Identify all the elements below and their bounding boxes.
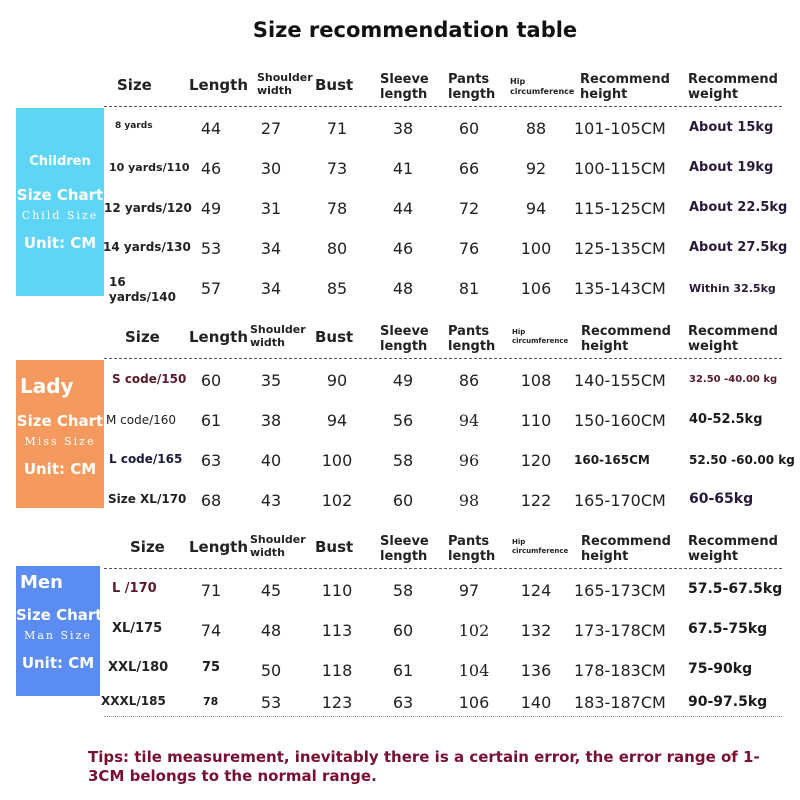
weight-cell: 57.5-67.5kg xyxy=(688,581,783,597)
sleeve-cell: 58 xyxy=(392,451,414,470)
header-recommend-height: Recommend height xyxy=(580,72,670,102)
hip-cell: 110 xyxy=(520,411,552,430)
pants-cell: 98 xyxy=(458,491,480,510)
size-cell: L code/165 xyxy=(109,452,183,466)
size-cell: 16 yards/140 xyxy=(109,275,177,304)
header-pants-length: Pants length xyxy=(448,72,496,102)
size-cell: XXL/180 xyxy=(108,660,169,675)
bust-cell: 85 xyxy=(326,279,348,298)
header-length: Length xyxy=(189,76,248,94)
weight-cell: 67.5-75kg xyxy=(688,621,768,637)
shoulder-cell: 40 xyxy=(260,451,282,470)
shoulder-cell: 48 xyxy=(260,621,282,640)
height-cell: 150-160CM xyxy=(574,411,666,430)
length-cell: 68 xyxy=(200,491,222,510)
size-cell: 8 yards xyxy=(115,121,153,131)
header-length: Length xyxy=(189,328,248,346)
header-recommend-height: Recommend height xyxy=(581,534,671,564)
pants-cell: 72 xyxy=(458,199,480,218)
hip-cell: 132 xyxy=(520,621,552,640)
height-cell: 183-187CM xyxy=(574,693,666,712)
child-size-label: Child Size xyxy=(21,209,99,222)
hip-cell: 120 xyxy=(520,451,552,470)
length-cell: 53 xyxy=(200,239,222,258)
size-cell: 12 yards/120 xyxy=(104,201,192,215)
children-size-chart-label xyxy=(16,108,104,296)
pants-cell: 76 xyxy=(458,239,480,258)
header-hip-circumference: Hip circumference xyxy=(512,538,569,555)
bust-cell: 90 xyxy=(326,371,348,390)
sleeve-cell: 56 xyxy=(392,411,414,430)
pants-cell: 66 xyxy=(458,159,480,178)
bust-cell: 73 xyxy=(326,159,348,178)
unit-label: Unit: CM xyxy=(23,460,97,478)
unit-label: Unit: CM xyxy=(23,234,97,252)
header-sleeve-length: Sleeve length xyxy=(380,534,429,564)
header-pants-length: Pants length xyxy=(448,534,496,564)
bust-cell: 110 xyxy=(321,581,353,600)
bust-cell: 123 xyxy=(321,693,353,712)
hip-cell: 100 xyxy=(520,239,552,258)
hip-cell: 108 xyxy=(520,371,552,390)
shoulder-cell: 50 xyxy=(260,661,282,680)
hip-cell: 92 xyxy=(525,159,547,178)
length-cell: 49 xyxy=(200,199,222,218)
height-cell: 140-155CM xyxy=(574,371,666,390)
length-cell: 60 xyxy=(200,371,222,390)
bust-cell: 71 xyxy=(326,119,348,138)
length-cell: 74 xyxy=(200,621,222,640)
header-pants-length: Pants length xyxy=(448,324,496,354)
length-cell: 75 xyxy=(202,660,221,675)
weight-cell: 90-97.5kg xyxy=(688,694,768,710)
header-recommend-height: Recommend height xyxy=(581,324,671,354)
height-cell: 165-170CM xyxy=(574,491,666,510)
header-bust: Bust xyxy=(315,76,354,94)
bust-cell: 78 xyxy=(326,199,348,218)
height-cell: 101-105CM xyxy=(574,119,666,138)
header-size: Size xyxy=(125,328,160,346)
bust-cell: 94 xyxy=(326,411,348,430)
header-size: Size xyxy=(117,76,152,94)
header-separator xyxy=(104,568,782,569)
header-bust: Bust xyxy=(315,538,354,556)
weight-cell: Within 32.5kg xyxy=(689,282,776,295)
shoulder-cell: 34 xyxy=(260,239,282,258)
sleeve-cell: 58 xyxy=(392,581,414,600)
height-cell: 178-183CM xyxy=(574,661,666,680)
weight-cell: 75-90kg xyxy=(688,661,753,677)
shoulder-cell: 27 xyxy=(260,119,282,138)
man-size-label: Man Size xyxy=(24,629,92,642)
pants-cell: 60 xyxy=(458,119,480,138)
size-cell: 14 yards/130 xyxy=(103,240,191,254)
header-length: Length xyxy=(189,538,248,556)
pants-cell: 94 xyxy=(458,411,480,430)
pants-cell: 81 xyxy=(458,279,480,298)
height-cell: 125-135CM xyxy=(574,239,666,258)
sleeve-cell: 46 xyxy=(392,239,414,258)
children-label: Children xyxy=(29,154,91,169)
shoulder-cell: 38 xyxy=(260,411,282,430)
size-cell: XXXL/185 xyxy=(101,694,166,708)
bust-cell: 113 xyxy=(321,621,353,640)
table-bottom-separator xyxy=(104,716,782,717)
shoulder-cell: 35 xyxy=(260,371,282,390)
pants-cell: 102 xyxy=(458,621,490,640)
height-cell: 115-125CM xyxy=(574,199,666,218)
shoulder-cell: 53 xyxy=(260,693,282,712)
header-recommend-weight: Recommend weight xyxy=(688,324,778,354)
header-shoulder-width: Shoulder width xyxy=(250,533,306,559)
hip-cell: 140 xyxy=(520,693,552,712)
lady-size-chart-label xyxy=(16,360,104,508)
bust-cell: 102 xyxy=(321,491,353,510)
hip-cell: 88 xyxy=(525,119,547,138)
pants-cell: 97 xyxy=(458,581,480,600)
height-cell: 135-143CM xyxy=(574,279,666,298)
header-shoulder-width: Shoulder width xyxy=(257,71,313,97)
size-cell: XL/175 xyxy=(112,621,163,636)
sleeve-cell: 60 xyxy=(392,491,414,510)
hip-cell: 94 xyxy=(525,199,547,218)
size-cell: 10 yards/110 xyxy=(109,161,190,174)
height-cell: 165-173CM xyxy=(574,581,666,600)
sleeve-cell: 44 xyxy=(392,199,414,218)
weight-cell: 60-65kg xyxy=(689,491,754,507)
header-bust: Bust xyxy=(315,328,354,346)
lady-label: Lady xyxy=(20,374,74,398)
sleeve-cell: 49 xyxy=(392,371,414,390)
header-hip-circumference: Hip circumference xyxy=(512,328,569,345)
weight-cell: About 19kg xyxy=(689,160,774,175)
hip-cell: 106 xyxy=(520,279,552,298)
header-recommend-weight: Recommend weight xyxy=(688,72,778,102)
shoulder-cell: 30 xyxy=(260,159,282,178)
page-title: Size recommendation table xyxy=(252,18,578,42)
length-cell: 61 xyxy=(200,411,222,430)
size-cell: Size XL/170 xyxy=(108,492,187,506)
sleeve-cell: 41 xyxy=(392,159,414,178)
size-cell: S code/150 xyxy=(112,372,187,386)
weight-cell: About 15kg xyxy=(689,120,774,135)
header-separator xyxy=(104,358,782,359)
bust-cell: 118 xyxy=(321,661,353,680)
sleeve-cell: 60 xyxy=(392,621,414,640)
pants-cell: 96 xyxy=(458,451,480,470)
shoulder-cell: 31 xyxy=(260,199,282,218)
size-chart-label: Size Chart xyxy=(16,606,103,624)
length-cell: 71 xyxy=(200,581,222,600)
sleeve-cell: 63 xyxy=(392,693,414,712)
hip-cell: 136 xyxy=(520,661,552,680)
length-cell: 57 xyxy=(200,279,222,298)
height-cell: 173-178CM xyxy=(574,621,666,640)
bust-cell: 80 xyxy=(326,239,348,258)
unit-label: Unit: CM xyxy=(21,654,95,672)
sleeve-cell: 38 xyxy=(392,119,414,138)
shoulder-cell: 43 xyxy=(260,491,282,510)
men-label: Men xyxy=(20,572,63,593)
height-cell: 100-115CM xyxy=(574,159,666,178)
pants-cell: 106 xyxy=(458,693,490,712)
weight-cell: About 22.5kg xyxy=(689,200,788,215)
pants-cell: 104 xyxy=(458,661,490,680)
header-shoulder-width: Shoulder width xyxy=(250,323,306,349)
height-cell: 160-165CM xyxy=(574,453,650,467)
weight-cell: About 27.5kg xyxy=(689,240,788,255)
length-cell: 78 xyxy=(203,695,219,708)
sleeve-cell: 61 xyxy=(392,661,414,680)
size-cell: L /170 xyxy=(112,581,157,596)
length-cell: 46 xyxy=(200,159,222,178)
sleeve-cell: 48 xyxy=(392,279,414,298)
header-separator xyxy=(104,106,782,107)
hip-cell: 124 xyxy=(520,581,552,600)
size-chart-label: Size Chart xyxy=(16,412,104,430)
header-size: Size xyxy=(130,538,165,556)
bust-cell: 100 xyxy=(321,451,353,470)
header-hip-circumference: Hip circumference xyxy=(510,77,575,96)
weight-cell: 40-52.5kg xyxy=(689,412,763,427)
shoulder-cell: 34 xyxy=(260,279,282,298)
tips-note: Tips: tile measurement, inevitably there is a certain error, the error range of 1-3CM belongs to the normal range. xyxy=(88,748,760,785)
miss-size-label: Miss Size xyxy=(24,435,96,448)
weight-cell: 52.50 -60.00 kg xyxy=(689,453,795,467)
header-recommend-weight: Recommend weight xyxy=(688,534,778,564)
header-sleeve-length: Sleeve length xyxy=(380,324,429,354)
size-chart-label: Size Chart xyxy=(16,186,104,204)
men-size-chart-label xyxy=(16,566,103,696)
shoulder-cell: 45 xyxy=(260,581,282,600)
hip-cell: 122 xyxy=(520,491,552,510)
length-cell: 63 xyxy=(200,451,222,470)
length-cell: 44 xyxy=(200,119,222,138)
size-cell: M code/160 xyxy=(106,413,177,427)
pants-cell: 86 xyxy=(458,371,480,390)
header-sleeve-length: Sleeve length xyxy=(380,72,429,102)
weight-cell: 32.50 -40.00 kg xyxy=(689,374,778,385)
